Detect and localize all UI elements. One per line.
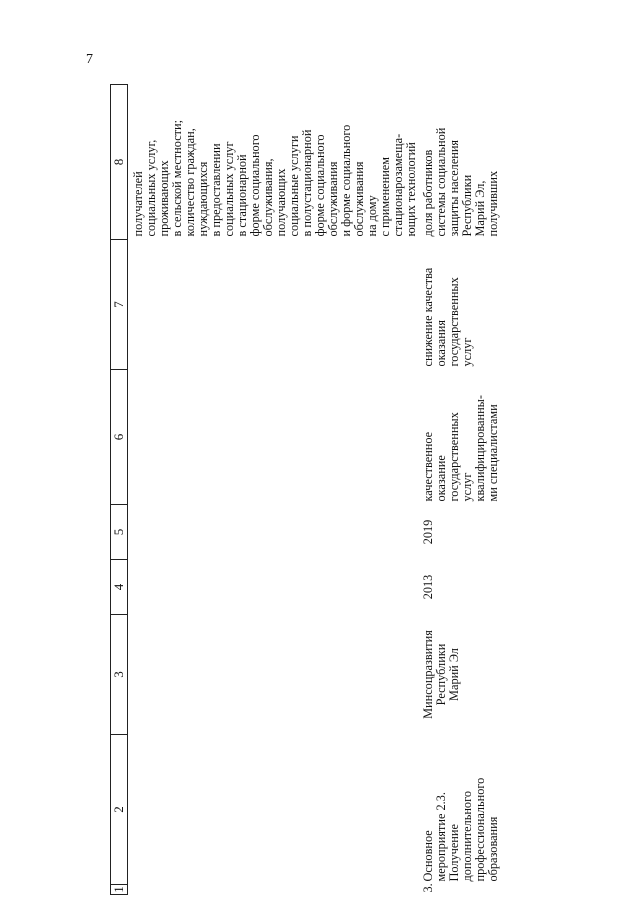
prior-indicator-cell (128, 85, 419, 240)
header-col-1: 1 (111, 886, 126, 893)
prior-indicator-line: обслуживания (326, 161, 340, 237)
consequence-line: государственных (447, 277, 461, 367)
result-line: услуг (460, 472, 474, 502)
prior-indicator-line: социальных услуг (222, 141, 236, 237)
executor-cell (418, 615, 500, 735)
indicator-line: доля работников (421, 149, 435, 237)
prior-indicator-line: количество граждан, (183, 128, 197, 237)
result-line: качественное (421, 431, 435, 502)
indicator-line: получивших (486, 170, 500, 237)
event-cell (418, 735, 500, 885)
result-line: государственных (447, 412, 461, 502)
indicator-line: Марий Эл, (473, 180, 487, 237)
prior-indicator-line: в полустационарной (300, 129, 314, 237)
consequence-cell (418, 240, 500, 370)
program-table (110, 84, 500, 895)
executor-line: Республики (434, 643, 448, 706)
executor-line: Марий Эл (447, 648, 461, 701)
prior-indicator-line: обслуживания, (261, 158, 275, 237)
event-line: образования (486, 816, 500, 882)
result-line: квалифицированны- (473, 394, 487, 502)
row-number: 3. (421, 883, 435, 893)
header-col-4: 4 (111, 560, 128, 615)
indicator-line: системы социальной (434, 127, 448, 237)
prior-indicator-line: ющих технологий (404, 142, 418, 237)
event-line: мероприятие 2.3. (434, 792, 448, 882)
prior-row (128, 85, 419, 895)
event-line: Основное (421, 830, 435, 882)
end-year-cell: 2019 (421, 519, 435, 545)
page-number: 7 (86, 52, 93, 67)
header-col-6: 6 (111, 370, 128, 505)
indicator-line: Республики (460, 174, 474, 237)
result-line: оказание (434, 455, 448, 502)
indicator-line: защиты населения (447, 139, 461, 237)
header-row (111, 85, 128, 895)
prior-indicator-line: получателей (131, 171, 145, 237)
header-col-2: 2 (111, 735, 128, 885)
start-year-cell: 2013 (421, 574, 435, 600)
header-col-8: 8 (111, 85, 128, 240)
consequence-line: услуг (460, 337, 474, 367)
prior-indicator-line: стационарозамеща- (391, 133, 405, 237)
prior-indicator-line: получающих (274, 168, 288, 237)
prior-indicator-line: в стационарной (235, 154, 249, 237)
prior-indicator-line: в предоставлении (209, 143, 223, 237)
header-col-5: 5 (111, 505, 128, 560)
prior-indicator-line: форме социального (248, 134, 262, 237)
prior-indicator-line: обслуживания (352, 161, 366, 237)
header-col-7: 7 (111, 240, 128, 370)
event-line: Получение (447, 824, 461, 882)
prior-indicator-line: в сельской местности; (170, 119, 184, 237)
indicator-cell (418, 85, 500, 240)
prior-indicator-line: социальные услуги (287, 135, 301, 237)
prior-indicator-line: социальных услуг, (144, 139, 158, 237)
result-cell (418, 370, 500, 505)
event-line: дополнительного (460, 791, 474, 882)
header-col-3: 3 (111, 615, 128, 735)
table-row (418, 85, 500, 895)
consequence-line: оказания (434, 319, 448, 367)
result-line: ми специалистами (486, 404, 500, 502)
prior-indicator-line: с применением (378, 156, 392, 237)
prior-indicator-line: на дому (365, 195, 379, 237)
executor-line: Минсоцразвития (421, 630, 435, 719)
prior-indicator-line: и форме социального (339, 124, 353, 237)
prior-indicator-line: форме социального (313, 134, 327, 237)
prior-indicator-line: проживающих (157, 160, 171, 237)
prior-indicator-line: нуждающихся (196, 161, 210, 237)
consequence-line: снижение качества (421, 267, 435, 367)
event-line: профессионального (473, 777, 487, 882)
rotated-table-sheet (110, 85, 530, 895)
